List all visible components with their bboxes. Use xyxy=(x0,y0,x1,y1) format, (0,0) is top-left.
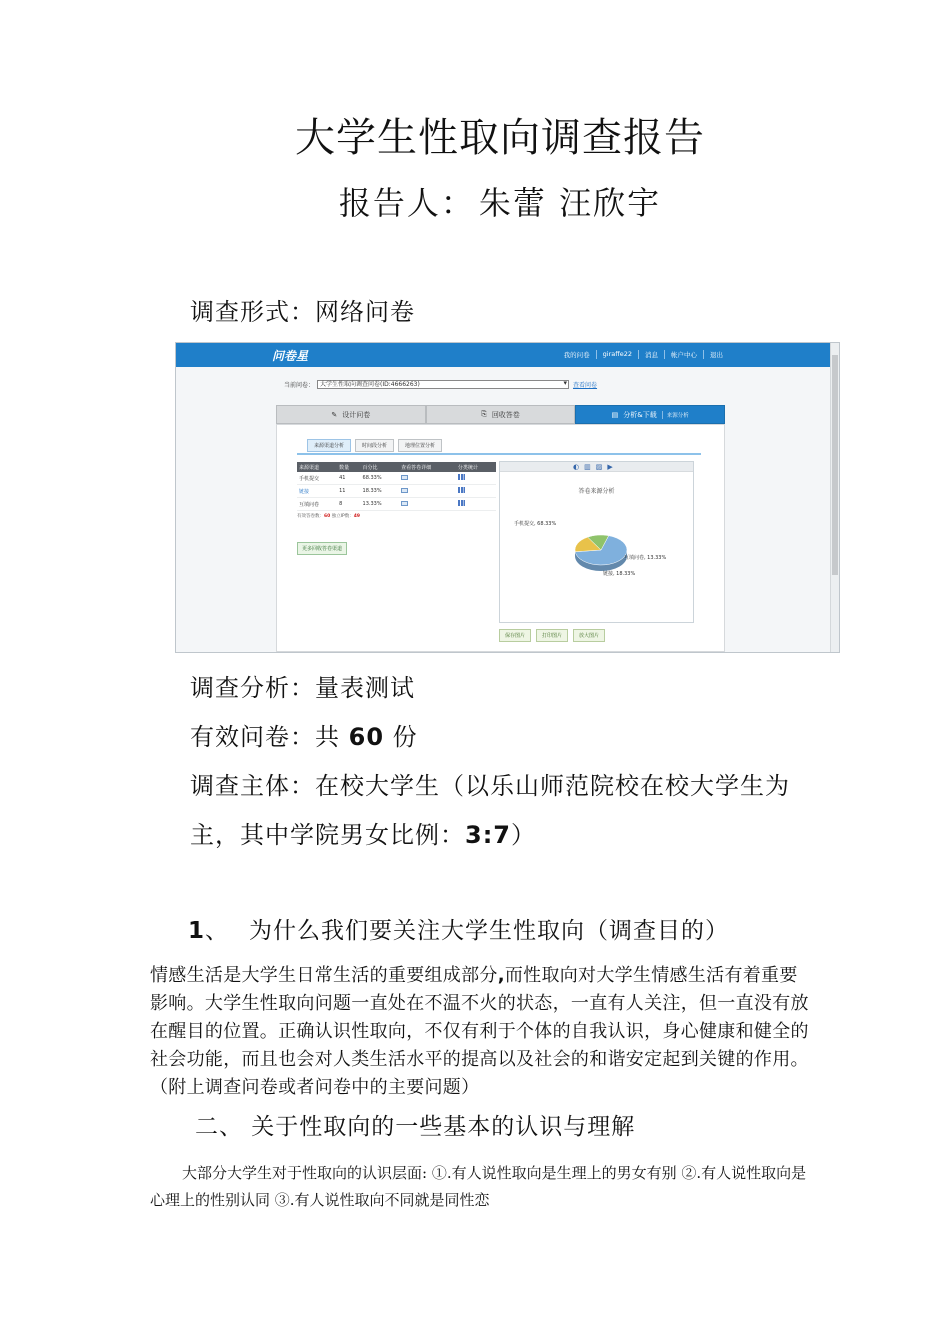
chart-toolbar xyxy=(500,462,693,472)
valid-count: 60 xyxy=(348,723,385,751)
subtabs xyxy=(307,439,442,452)
document-title: 大学生性取向调查报告 xyxy=(295,115,705,161)
note-ip: 49 xyxy=(353,514,361,519)
cell-count: 11 xyxy=(337,485,360,498)
survey-form-line xyxy=(190,292,415,327)
subtab-underline xyxy=(297,453,701,455)
section1-para-a: 情感生活是大学生日常生活的重要组成部分 xyxy=(150,965,498,986)
save-image-button: 保存图片 xyxy=(499,629,531,642)
cell-percent: 13.33% xyxy=(361,498,400,511)
survey-select: 大学生性取向调查问卷(ID:4666263) ▾ xyxy=(317,380,569,389)
site-nav xyxy=(558,350,729,359)
cell-percent: 68.33% xyxy=(361,472,400,485)
table-row xyxy=(297,498,496,511)
more-channels-button: 更多回收答卷渠道 xyxy=(297,542,347,555)
section1-para-b: 而性取向对大学生情感生活有着重要影响。大学生性取向问题一直处在不温不火的状态，一直有人关注，但一直没有放在醒目的位置。正确认识性取向，不仅有利于个体的自我认识，身心健康和健全的社会功能，而且也会对人类生活水平的提高以及社会的和谐安定起到关键的作用。（附上调查问卷或者问卷中的主要问题） xyxy=(150,965,809,1098)
chart-title: 答卷来源分析 xyxy=(578,488,615,495)
tab-collect xyxy=(426,405,576,424)
subtab-time: 时间段分析 xyxy=(355,439,394,452)
analysis-icon: ▤ xyxy=(611,410,619,419)
subject-line-2 xyxy=(190,815,536,850)
view-survey-link: 查看问卷 xyxy=(573,382,598,389)
valid-line xyxy=(190,717,418,752)
th-percent: 百分比 xyxy=(361,462,400,472)
section1-number: 1 xyxy=(188,918,206,944)
site-topbar xyxy=(176,343,840,367)
cell-channel: 手机提交 xyxy=(297,472,337,485)
tab-collect-label: 回收答卷 xyxy=(491,410,520,419)
cell-count: 8 xyxy=(337,498,360,511)
th-channel: 来源渠道 xyxy=(297,462,337,472)
nav-messages: 消息 xyxy=(638,350,664,359)
tab-design-label: 设计问卷 xyxy=(342,410,371,419)
th-detail: 查看答卷详细 xyxy=(399,462,456,472)
pie-icon: ◐ xyxy=(573,463,580,471)
cell-stats xyxy=(456,485,496,498)
pie-label-link: 链接, 18.33% xyxy=(603,571,636,577)
table-row xyxy=(297,472,496,485)
scrollbar-thumb xyxy=(832,355,838,575)
survey-site-screenshot xyxy=(175,342,840,653)
edit-icon: ✎ xyxy=(331,410,338,419)
valid-count-note xyxy=(297,513,360,519)
chart-type-icons xyxy=(573,463,613,471)
enlarge-image-button: 放大图片 xyxy=(573,629,605,642)
tab-analysis xyxy=(575,405,725,424)
bar-chart-icon xyxy=(458,487,465,493)
note-valid: 60 xyxy=(324,514,331,519)
subtab-source: 来源渠道分析 xyxy=(307,439,351,452)
note-prefix: 有效答卷数： xyxy=(297,514,324,519)
survey-select-row xyxy=(284,380,597,389)
cell-percent: 18.33% xyxy=(361,485,400,498)
section2-paragraph: 大部分大学生对于性取向的认识层面: ①.有人说性取向是生理上的男女有别 ②.有人说性取向是心理上的性别认同 ③.有人说性取向不同就是同性恋 xyxy=(150,1164,807,1209)
nav-my-surveys: 我的问卷 xyxy=(563,351,590,359)
cell-channel: 互填问卷 xyxy=(297,498,337,511)
tab-design xyxy=(276,405,426,424)
reporter-names: 朱蕾 汪欣宇 xyxy=(478,184,662,222)
gender-ratio: 3:7 xyxy=(465,821,511,849)
column-icon: ▨ xyxy=(595,463,603,471)
survey-form-value: 网络问卷 xyxy=(315,298,415,326)
cell-count: 41 xyxy=(337,472,360,485)
bar-icon: ▥ xyxy=(584,463,591,471)
bar-chart-icon xyxy=(458,474,465,480)
pie-label-mobile: 手机提交, 68.33% xyxy=(514,521,557,527)
subject-line-1: 调查主体：在校大学生（以乐山师范院校在校大学生为 xyxy=(190,772,790,800)
analysis-panel xyxy=(276,424,725,652)
nav-logout: 退出 xyxy=(703,350,729,359)
section1-heading xyxy=(188,912,729,945)
nav-username: giraffe22 xyxy=(596,350,638,359)
cell-detail xyxy=(399,485,456,498)
section1-sep: 、 xyxy=(205,918,230,944)
survey-form-label: 调查形式： xyxy=(190,298,315,326)
detail-icon xyxy=(401,488,408,493)
section1-title: 为什么我们要关注大学生性取向（调查目的） xyxy=(249,918,730,944)
table-row xyxy=(297,485,496,498)
pie-label-mutual: 互填问卷, 13.33% xyxy=(624,555,667,561)
reporter-line xyxy=(0,178,950,224)
print-image-button: 打印图片 xyxy=(536,629,568,642)
section1-para-comma: , xyxy=(497,965,505,986)
chart-buttons xyxy=(499,629,605,642)
cell-stats xyxy=(456,472,496,485)
reporter-label: 报告人： xyxy=(338,184,475,222)
cell-detail xyxy=(399,498,456,511)
collect-icon: ⎘ xyxy=(481,410,487,418)
valid-unit: 份 xyxy=(384,723,418,751)
nav-account: 帐户中心 xyxy=(664,350,703,359)
survey-select-label: 当前问卷： xyxy=(284,382,315,389)
subject-line2-suffix: ） xyxy=(511,821,536,849)
note-mid: 独立IP数： xyxy=(330,514,354,519)
tab-analysis-label: 分析&下载 xyxy=(623,410,657,419)
pie-chart xyxy=(500,472,693,622)
subject-line2-prefix: 主，其中学院男女比例： xyxy=(190,821,465,849)
detail-icon xyxy=(401,475,408,480)
analysis-label: 调查分析： xyxy=(190,674,315,702)
bar-chart-icon xyxy=(458,500,465,506)
arrow-icon: ▶ xyxy=(607,463,613,471)
valid-label: 有效问卷：共 xyxy=(190,723,349,751)
site-logo: 问卷星 xyxy=(272,349,309,363)
cell-stats xyxy=(456,498,496,511)
analysis-line xyxy=(190,668,415,703)
th-count: 数量 xyxy=(337,462,360,472)
tab-analysis-sub: 来源分析 xyxy=(662,411,689,419)
section2-heading: 二、 关于性取向的一些基本的认识与理解 xyxy=(195,1114,636,1140)
subtab-geo: 地理位置分析 xyxy=(398,439,442,452)
analysis-value: 量表测试 xyxy=(315,674,415,702)
cell-channel: 链接 xyxy=(297,485,337,498)
table-header-row xyxy=(297,462,496,472)
th-stats: 分类统计 xyxy=(456,462,496,472)
cell-detail xyxy=(399,472,456,485)
main-tabs xyxy=(276,405,725,424)
detail-icon xyxy=(401,501,408,506)
pie-chart-box xyxy=(499,461,694,623)
screenshot-scrollbar xyxy=(830,343,839,653)
source-table xyxy=(297,462,496,511)
section1-paragraph xyxy=(150,962,810,1102)
